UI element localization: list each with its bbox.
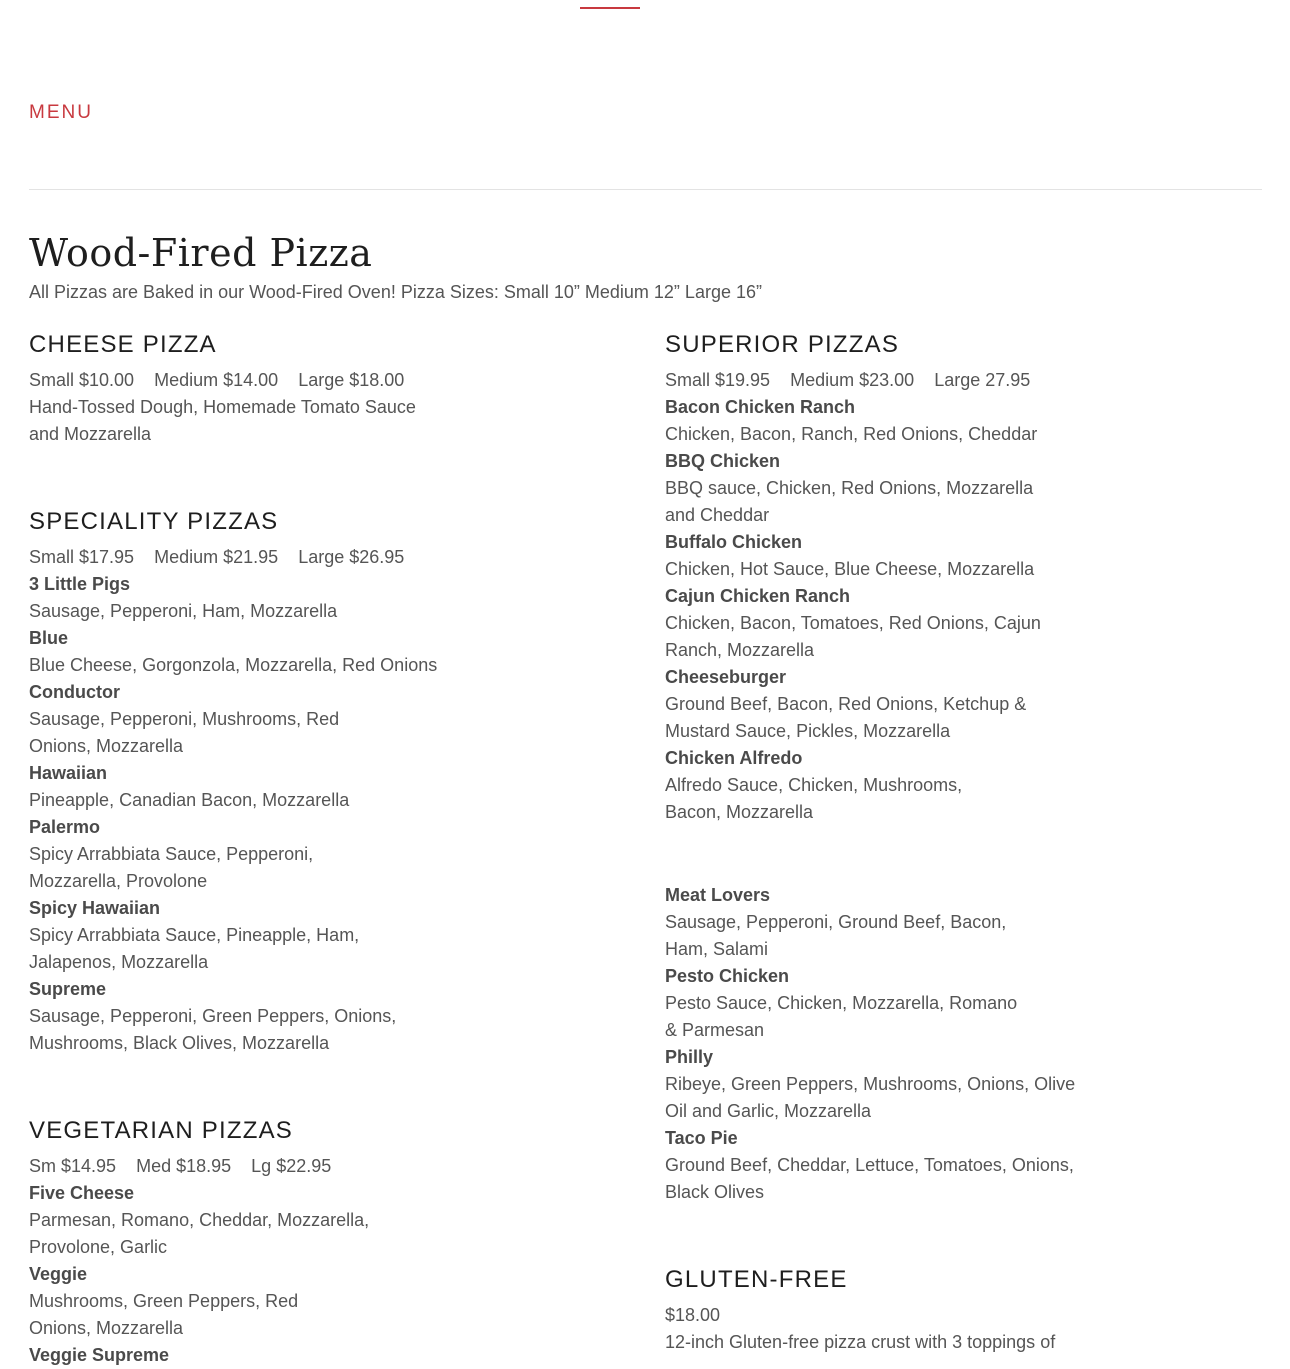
item-name: Hawaiian — [29, 763, 108, 783]
item-description: Onions, Mozzarella — [29, 736, 184, 756]
menu-item — [665, 882, 1105, 963]
item-description: Black Olives — [665, 1182, 765, 1202]
menu-item — [665, 448, 1105, 529]
menu-item — [665, 664, 1105, 745]
price-large: Lg $22.95 — [251, 1156, 332, 1176]
item-description: Sausage, Pepperoni, Ham, Mozzarella — [29, 601, 338, 621]
menu-item — [665, 394, 1105, 448]
item-description: Jalapenos, Mozzarella — [29, 952, 209, 972]
menu-item — [29, 760, 469, 814]
item-description: Pesto Sauce, Chicken, Mozzarella, Romano — [665, 993, 1018, 1013]
menu-column-right — [665, 327, 1105, 1356]
top-accent-bar — [580, 7, 640, 9]
item-name: BBQ Chicken — [665, 451, 781, 471]
item-description: Spicy Arrabbiata Sauce, Pepperoni, — [29, 844, 314, 864]
price-large: Large $26.95 — [298, 547, 405, 567]
price-small: Small $10.00 — [29, 370, 135, 390]
item-description: Sausage, Pepperoni, Mushrooms, Red — [29, 709, 340, 729]
page-subtitle: All Pizzas are Baked in our Wood-Fired Oven! Pizza Sizes: Small 10” Medium 12” Large 16” — [29, 282, 762, 302]
item-description: Chicken, Hot Sauce, Blue Cheese, Mozzarella — [665, 559, 1035, 579]
menu-item — [665, 1125, 1105, 1206]
price-small: Sm $14.95 — [29, 1156, 117, 1176]
item-name: Philly — [665, 1047, 714, 1067]
price-list — [29, 1153, 469, 1180]
price-small: Small $17.95 — [29, 547, 135, 567]
item-description: Pineapple, Canadian Bacon, Mozzarella — [29, 790, 350, 810]
gluten-free-section — [665, 1262, 1105, 1356]
item-description: Ribeye, Green Peppers, Mushrooms, Onions, Olive — [665, 1074, 1076, 1094]
menu-item — [29, 895, 469, 976]
item-description: Mustard Sauce, Pickles, Mozzarella — [665, 721, 951, 741]
item-name: Veggie — [29, 1264, 88, 1284]
item-name: Cheeseburger — [665, 667, 787, 687]
section-title: SPECIALITY PIZZAS — [29, 508, 279, 535]
item-description: Hand-Tossed Dough, Homemade Tomato Sauce — [29, 397, 416, 417]
price-large: Large 27.95 — [934, 370, 1031, 390]
page-title: Wood-Fired Pizza — [29, 231, 373, 275]
item-description: Ground Beef, Cheddar, Lettuce, Tomatoes, Onions, — [665, 1155, 1074, 1175]
menu-item — [665, 583, 1105, 664]
item-name: Buffalo Chicken — [665, 532, 803, 552]
menu-item — [29, 625, 469, 679]
menu-item — [29, 976, 469, 1057]
price-medium: Med $18.95 — [136, 1156, 232, 1176]
item-description: Ground Beef, Bacon, Red Onions, Ketchup & — [665, 694, 1027, 714]
menu-column-left — [29, 327, 469, 1369]
item-name: Five Cheese — [29, 1183, 135, 1203]
price-list — [29, 367, 469, 394]
item-description: Bacon, Mozzarella — [665, 802, 814, 822]
menu-item — [29, 1342, 469, 1369]
price-medium: Medium $21.95 — [154, 547, 279, 567]
superior-pizzas-section — [665, 327, 1105, 1206]
menu-item — [665, 1044, 1105, 1125]
menu-item — [665, 745, 1105, 826]
item-name: 3 Little Pigs — [29, 574, 131, 594]
price-list — [29, 544, 469, 571]
item-description: Chicken, Bacon, Tomatoes, Red Onions, Cajun — [665, 613, 1041, 633]
menu-item — [665, 963, 1105, 1044]
vegetarian-pizzas-section — [29, 1113, 469, 1369]
item-description: Mushrooms, Black Olives, Mozzarella — [29, 1033, 330, 1053]
item-description: 12-inch Gluten-free pizza crust with 3 toppings of — [665, 1332, 1056, 1352]
item-name: Conductor — [29, 682, 120, 702]
item-name: Bacon Chicken Ranch — [665, 397, 856, 417]
cheese-pizza-section — [29, 327, 469, 448]
price-medium: Medium $14.00 — [154, 370, 279, 390]
item-description: Alfredo Sauce, Chicken, Mushrooms, — [665, 775, 963, 795]
item-description: Ranch, Mozzarella — [665, 640, 815, 660]
item-description: Mozzarella, Provolone — [29, 871, 208, 891]
item-name: Blue — [29, 628, 69, 648]
menu-item — [665, 529, 1105, 583]
price-list — [665, 367, 1105, 394]
menu-item — [29, 1180, 469, 1261]
item-name: Cajun Chicken Ranch — [665, 586, 851, 606]
item-description: Oil and Garlic, Mozzarella — [665, 1101, 872, 1121]
item-description: and Cheddar — [665, 505, 770, 525]
item-description: Parmesan, Romano, Cheddar, Mozzarella, — [29, 1210, 370, 1230]
item-name: Veggie Supreme — [29, 1345, 170, 1365]
section-title: GLUTEN-FREE — [665, 1266, 848, 1293]
menu-item — [29, 679, 469, 760]
item-description: Sausage, Pepperoni, Ground Beef, Bacon, — [665, 912, 1007, 932]
price-large: Large $18.00 — [298, 370, 405, 390]
item-description: Mushrooms, Green Peppers, Red — [29, 1291, 299, 1311]
item-description: Onions, Mozzarella — [29, 1318, 184, 1338]
price-list — [665, 1302, 1105, 1329]
menu-item — [29, 1261, 469, 1342]
item-description: Provolone, Garlic — [29, 1237, 168, 1257]
speciality-pizzas-section — [29, 504, 469, 1057]
item-description: Ham, Salami — [665, 939, 769, 959]
item-description: Chicken, Bacon, Ranch, Red Onions, Cheddar — [665, 424, 1038, 444]
item-description: Spicy Arrabbiata Sauce, Pineapple, Ham, — [29, 925, 360, 945]
item-name: Spicy Hawaiian — [29, 898, 161, 918]
item-name: Supreme — [29, 979, 107, 999]
item-name: Meat Lovers — [665, 885, 771, 905]
price: $18.00 — [665, 1305, 721, 1325]
menu-item — [29, 814, 469, 895]
item-name: Palermo — [29, 817, 101, 837]
item-description: BBQ sauce, Chicken, Red Onions, Mozzarella — [665, 478, 1034, 498]
price-small: Small $19.95 — [665, 370, 771, 390]
item-description: and Mozzarella — [29, 424, 152, 444]
price-medium: Medium $23.00 — [790, 370, 915, 390]
section-divider — [29, 189, 1262, 190]
section-title: VEGETARIAN PIZZAS — [29, 1117, 293, 1144]
item-name: Pesto Chicken — [665, 966, 790, 986]
item-name: Taco Pie — [665, 1128, 738, 1148]
item-description: & Parmesan — [665, 1020, 765, 1040]
item-name: Chicken Alfredo — [665, 748, 803, 768]
menu-nav-link[interactable]: MENU — [29, 102, 93, 123]
section-title: SUPERIOR PIZZAS — [665, 331, 900, 358]
menu-item — [29, 571, 469, 625]
item-description: Sausage, Pepperoni, Green Peppers, Onions, — [29, 1006, 397, 1026]
section-title: CHEESE PIZZA — [29, 331, 217, 358]
item-description: Blue Cheese, Gorgonzola, Mozzarella, Red Onions — [29, 655, 438, 675]
